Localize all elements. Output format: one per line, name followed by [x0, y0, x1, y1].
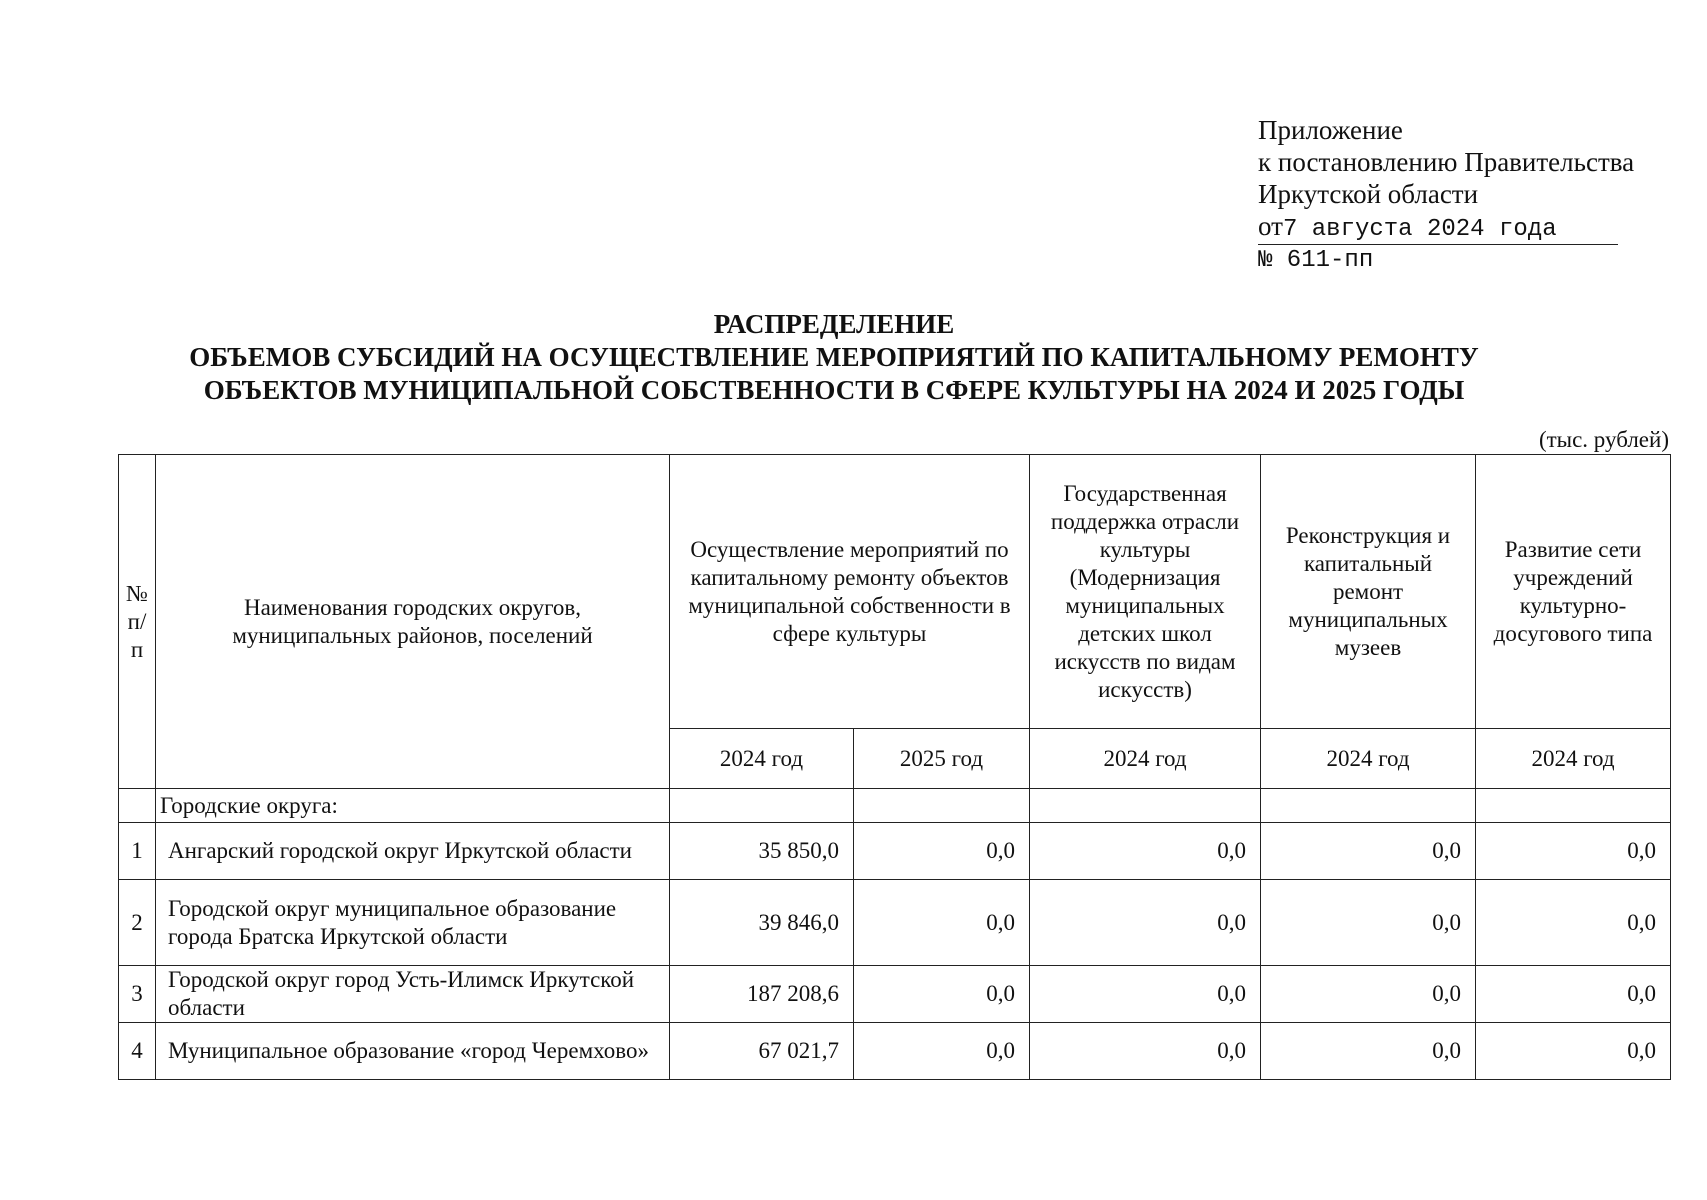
appendix-block — [1258, 114, 1634, 277]
header-capital-2024: 2024 год — [670, 729, 854, 789]
header-capital-repair: Осуществление мероприятий по капитальному ремонту объектов муниципальной собственности в сфере культуры — [670, 455, 1030, 729]
header-name: Наименования городских округов, муниципальных районов, поселений — [156, 455, 670, 789]
row-support-2024: 0,0 — [1030, 966, 1261, 1023]
row-capital-2025: 0,0 — [854, 966, 1030, 1023]
date-prefix: от — [1258, 211, 1283, 241]
section-no-cell — [119, 789, 156, 823]
document-title — [118, 308, 1550, 407]
row-name: Городской округ муниципальное образование города Братска Иркутской области — [156, 880, 670, 966]
table-row — [119, 966, 1671, 1023]
row-capital-2024: 67 021,7 — [670, 1023, 854, 1080]
row-museums-2024: 0,0 — [1261, 823, 1476, 880]
row-support-2024: 0,0 — [1030, 823, 1261, 880]
section-empty-cell — [854, 789, 1030, 823]
row-museums-2024: 0,0 — [1261, 966, 1476, 1023]
row-capital-2025: 0,0 — [854, 823, 1030, 880]
date-value: 7 августа 2024 года — [1282, 216, 1557, 243]
header-state-support: Государственная поддержка отрасли культуры (Модернизация муниципальных детских школ искусств по видам искусств) — [1030, 455, 1261, 729]
row-capital-2024: 35 850,0 — [670, 823, 854, 880]
title-line-1: РАСПРЕДЕЛЕНИЕ — [713, 309, 955, 339]
document-number: № 611-пп — [1258, 247, 1374, 274]
row-network-2024: 0,0 — [1476, 1023, 1671, 1080]
section-row — [119, 789, 1671, 823]
header-no: № п/п — [119, 455, 156, 789]
row-no: 2 — [119, 880, 156, 966]
table-row — [119, 823, 1671, 880]
section-label: Городские округа: — [156, 789, 670, 823]
header-museums: Реконструкция и капитальный ремонт муниципальных музеев — [1261, 455, 1476, 729]
appendix-date — [1258, 210, 1634, 245]
row-capital-2025: 0,0 — [854, 880, 1030, 966]
row-capital-2024: 187 208,6 — [670, 966, 854, 1023]
row-capital-2024: 39 846,0 — [670, 880, 854, 966]
header-capital-2025: 2025 год — [854, 729, 1030, 789]
title-line-3: ОБЪЕКТОВ МУНИЦИПАЛЬНОЙ СОБСТВЕННОСТИ В СФЕРЕ КУЛЬТУРЫ НА 2024 И 2025 ГОДЫ — [203, 375, 1465, 405]
header-row — [119, 455, 1671, 729]
row-no: 4 — [119, 1023, 156, 1080]
row-support-2024: 0,0 — [1030, 1023, 1261, 1080]
table-row — [119, 1023, 1671, 1080]
row-no: 1 — [119, 823, 156, 880]
subsidy-table — [118, 454, 1671, 1080]
row-network-2024: 0,0 — [1476, 823, 1671, 880]
title-line-2: ОБЪЕМОВ СУБСИДИЙ НА ОСУЩЕСТВЛЕНИЕ МЕРОПРИЯТИЙ ПО КАПИТАЛЬНОМУ РЕМОНТУ — [189, 342, 1479, 372]
section-empty-cell — [1030, 789, 1261, 823]
table-row — [119, 880, 1671, 966]
row-museums-2024: 0,0 — [1261, 880, 1476, 966]
header-museums-2024: 2024 год — [1261, 729, 1476, 789]
row-no: 3 — [119, 966, 156, 1023]
section-empty-cell — [1261, 789, 1476, 823]
section-empty-cell — [670, 789, 854, 823]
row-network-2024: 0,0 — [1476, 966, 1671, 1023]
date-underline — [1258, 212, 1618, 245]
appendix-line-1: Приложение — [1258, 115, 1403, 145]
appendix-line-3: Иркутской области — [1258, 179, 1479, 209]
row-name: Ангарский городской округ Иркутской области — [156, 823, 670, 880]
row-support-2024: 0,0 — [1030, 880, 1261, 966]
section-empty-cell — [1476, 789, 1671, 823]
header-support-2024: 2024 год — [1030, 729, 1261, 789]
row-name: Городской округ город Усть-Илимск Иркутской области — [156, 966, 670, 1023]
row-capital-2025: 0,0 — [854, 1023, 1030, 1080]
header-network-2024: 2024 год — [1476, 729, 1671, 789]
units-label: (тыс. рублей) — [1538, 427, 1669, 452]
appendix-line-2: к постановлению Правительства — [1258, 147, 1635, 177]
header-network: Развитие сети учреждений культурно-досугового типа — [1476, 455, 1671, 729]
row-network-2024: 0,0 — [1476, 880, 1671, 966]
row-name: Муниципальное образование «город Черемхово» — [156, 1023, 670, 1080]
row-museums-2024: 0,0 — [1261, 1023, 1476, 1080]
